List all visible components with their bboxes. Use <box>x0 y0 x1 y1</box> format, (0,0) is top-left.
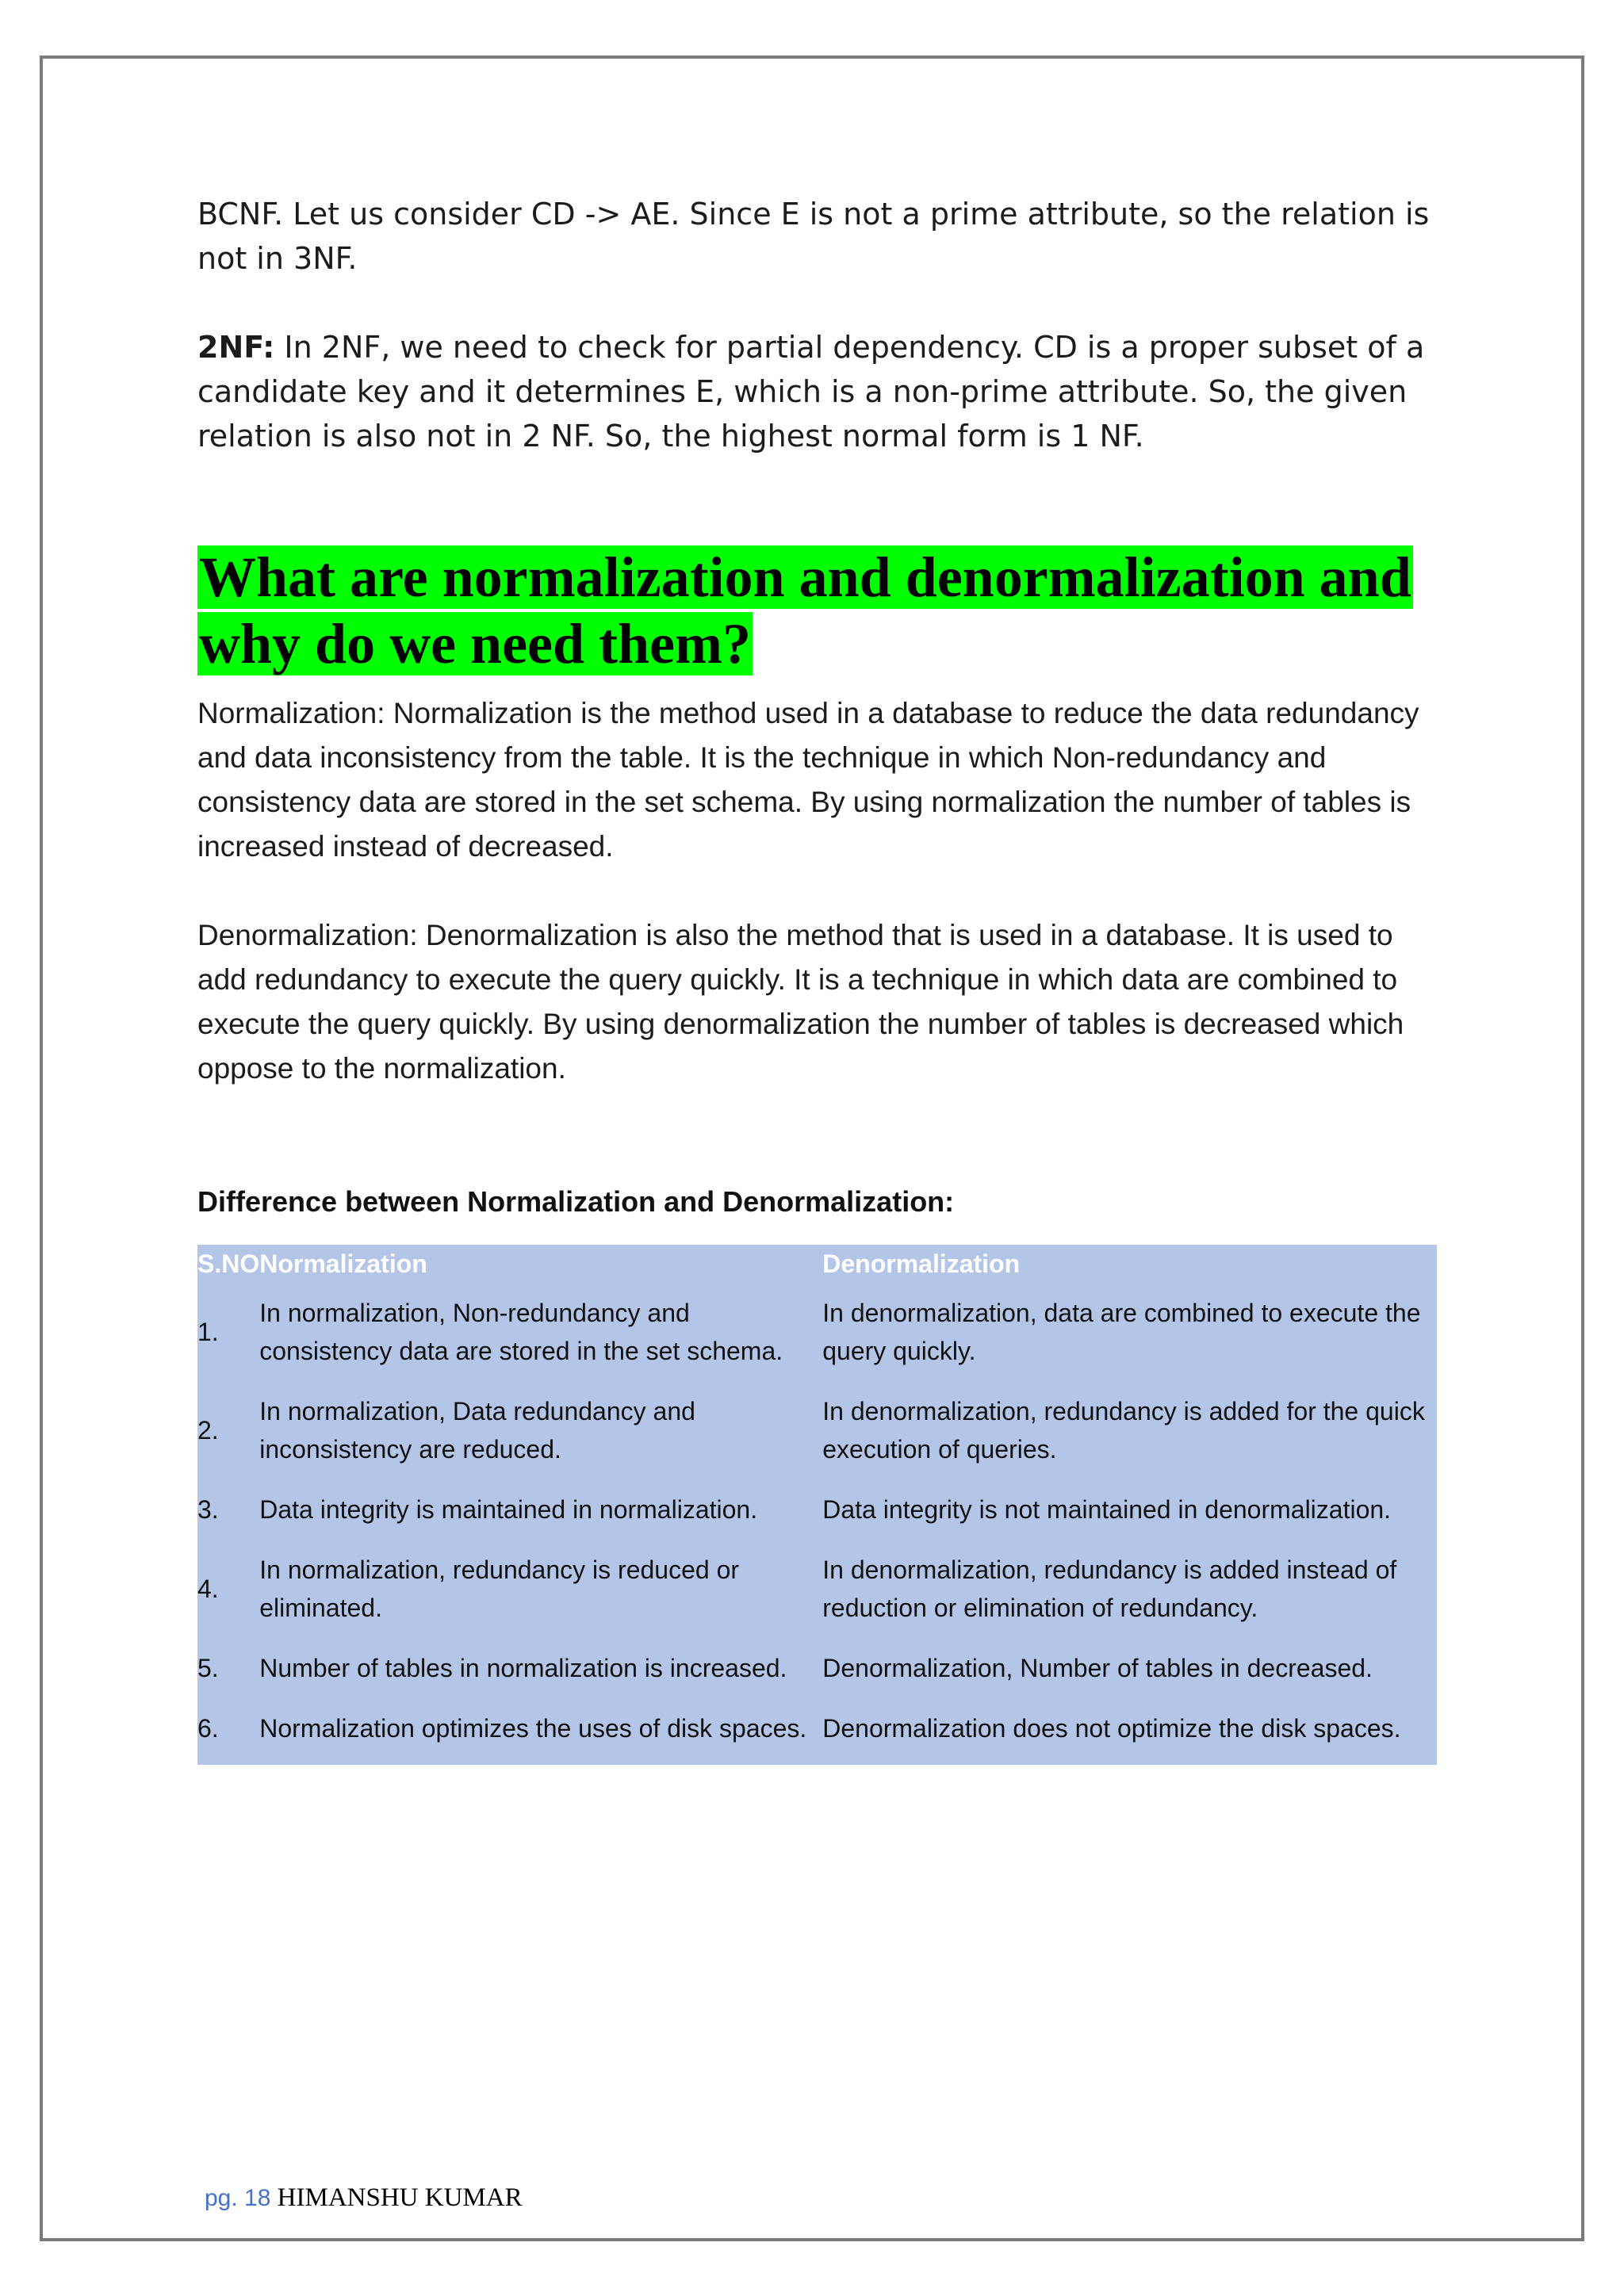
denormalization-cell: Denormalization does not optimize the disk spaces. <box>822 1714 1401 1743</box>
normalization-paragraph: Normalization: Normalization is the method used in a database to reduce the data redundancy and data inconsistency from the table. It is the technique in which Non-redundancy and consistency data are stored in the set schema. By using normalization the number of tables is increased instead of decreased. <box>197 697 1419 863</box>
denormalization-cell: In denormalization, data are combined to execute the query quickly. <box>822 1299 1421 1365</box>
table-row <box>197 1381 1437 1479</box>
normalization-cell: Normalization optimizes the uses of disk spaces. <box>259 1714 807 1743</box>
normalization-cell: In normalization, Non-redundancy and consistency data are stored in the set schema. <box>259 1299 783 1365</box>
normalization-cell: Data integrity is maintained in normalization. <box>259 1495 758 1524</box>
table-header-row <box>197 1245 1437 1283</box>
denormalization-cell: In denormalization, redundancy is added for the quick execution of queries. <box>822 1397 1425 1464</box>
page-footer <box>205 2182 523 2214</box>
section-heading <box>197 544 1434 677</box>
denormalization-cell: Data integrity is not maintained in denormalization. <box>822 1495 1392 1524</box>
document-body <box>197 192 1434 1765</box>
row-number: 4. <box>197 1575 219 1603</box>
denormalization-cell: In denormalization, redundancy is added instead of reduction or elimination of redundancy. <box>822 1556 1397 1622</box>
header-normalization: Normalization <box>259 1249 427 1278</box>
table-row <box>197 1479 1437 1540</box>
header-denormalization: Denormalization <box>822 1249 1021 1278</box>
row-number: 6. <box>197 1714 219 1743</box>
table-row <box>197 1540 1437 1638</box>
normalization-cell: In normalization, redundancy is reduced or eliminated. <box>259 1556 740 1622</box>
two-nf-label: 2NF: <box>197 330 275 365</box>
table-row <box>197 1283 1437 1381</box>
difference-table <box>197 1245 1437 1765</box>
table-title: Difference between Normalization and Denormalization: <box>197 1185 955 1218</box>
denormalization-paragraph: Denormalization: Denormalization is also the method that is used in a database. It is used to add redundancy to execute the query quickly. It is a technique in which data are combined to execute the query quickly. By using denormalization the number of tables is decreased which oppose to the normalization. <box>197 919 1404 1085</box>
header-sno: S.NO <box>197 1249 260 1278</box>
table-row <box>197 1698 1437 1765</box>
section-heading-text: What are normalization and denormalization and why do we need them? <box>199 545 1411 675</box>
intro-paragraph: BCNF. Let us consider CD -> AE. Since E is not a prime attribute, so the relation is not in 3NF. <box>197 197 1430 276</box>
two-nf-text: In 2NF, we need to check for partial dependency. CD is a proper subset of a candidate key and it determines E, which is a non-prime attribute. So, the given relation is also not in 2 NF. So, the highest normal form is 1 NF. <box>197 330 1425 453</box>
table-row <box>197 1638 1437 1698</box>
footer-author: HIMANSHU KUMAR <box>277 2183 523 2212</box>
page-number: pg. 18 <box>205 2185 271 2211</box>
row-number: 3. <box>197 1495 219 1524</box>
normalization-cell: In normalization, Data redundancy and inconsistency are reduced. <box>259 1397 695 1464</box>
denormalization-cell: Denormalization, Number of tables in decreased. <box>822 1654 1373 1682</box>
row-number: 2. <box>197 1416 219 1445</box>
two-nf-paragraph <box>197 325 1434 458</box>
normalization-cell: Number of tables in normalization is increased. <box>259 1654 787 1682</box>
row-number: 5. <box>197 1654 219 1682</box>
row-number: 1. <box>197 1318 219 1346</box>
